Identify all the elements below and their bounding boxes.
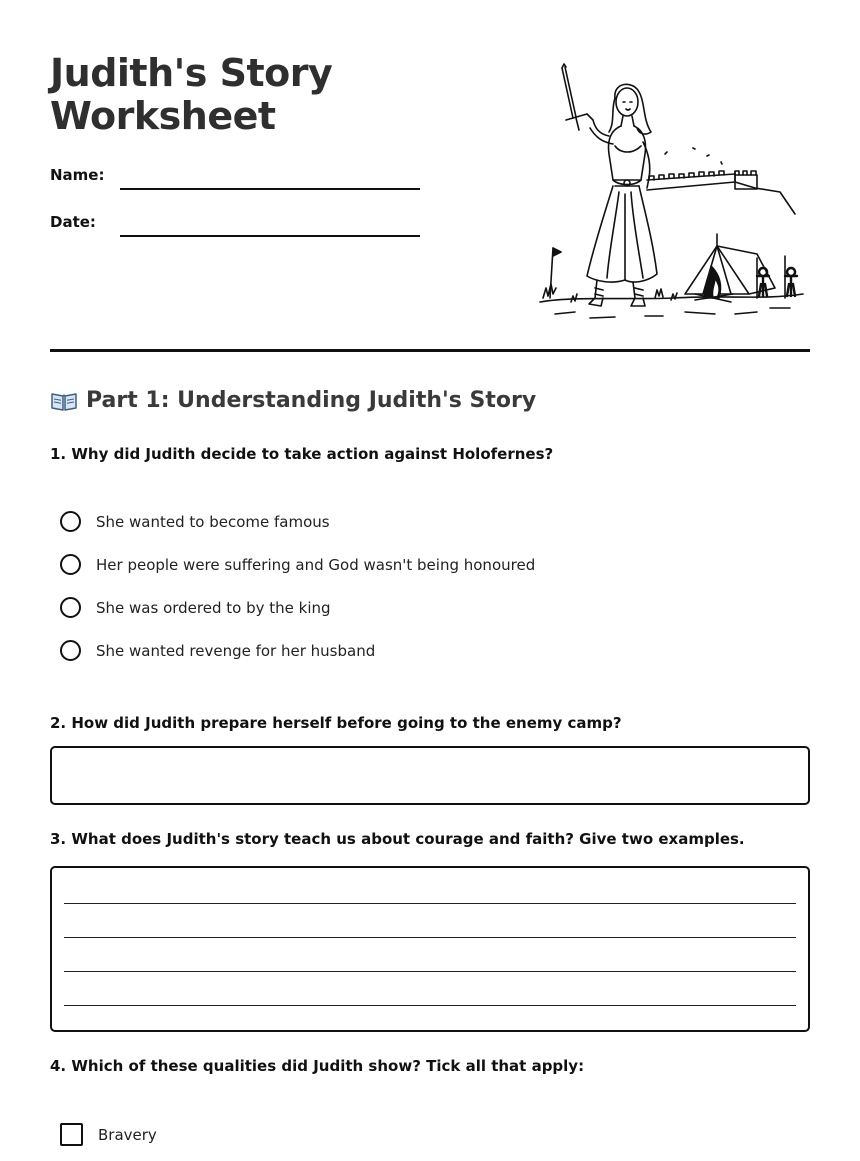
question-2: 2. How did Judith prepare herself before going to the enemy camp? xyxy=(50,714,622,732)
date-field[interactable] xyxy=(120,223,420,237)
radio-button[interactable] xyxy=(60,640,81,661)
option-label: Bravery xyxy=(98,1125,157,1144)
radio-button[interactable] xyxy=(60,511,81,532)
part1-heading xyxy=(50,388,536,413)
option-label: She wanted revenge for her husband xyxy=(96,641,376,660)
radio-button[interactable] xyxy=(60,554,81,575)
answer-line xyxy=(64,1005,796,1006)
q1-option-1[interactable] xyxy=(60,511,330,532)
judith-with-sword-illustration xyxy=(535,62,810,324)
checkbox[interactable] xyxy=(60,1123,83,1146)
answer-line xyxy=(64,903,796,904)
header-divider xyxy=(50,349,810,352)
q3-answer-field[interactable] xyxy=(50,866,810,1032)
open-book-icon xyxy=(50,390,78,412)
radio-button[interactable] xyxy=(60,597,81,618)
option-label: Her people were suffering and God wasn't being honoured xyxy=(96,555,536,574)
question-3: 3. What does Judith's story teach us about courage and faith? Give two examples. xyxy=(50,830,745,848)
q1-option-2[interactable] xyxy=(60,554,535,575)
question-4: 4. Which of these qualities did Judith show? Tick all that apply: xyxy=(50,1057,585,1075)
answer-line xyxy=(64,971,796,972)
date-label: Date: xyxy=(50,213,96,231)
part1-title: Part 1: Understanding Judith's Story xyxy=(86,388,537,413)
q4-option-bravery[interactable] xyxy=(60,1123,157,1146)
q2-answer-field[interactable] xyxy=(50,746,810,805)
page-title: Judith's Story Worksheet xyxy=(50,51,333,138)
option-label: She was ordered to by the king xyxy=(96,598,331,617)
name-field[interactable] xyxy=(120,176,420,190)
q1-option-4[interactable] xyxy=(60,640,375,661)
question-1: 1. Why did Judith decide to take action against Holofernes? xyxy=(50,445,554,463)
option-label: She wanted to become famous xyxy=(96,512,330,531)
q1-option-3[interactable] xyxy=(60,597,331,618)
name-label: Name: xyxy=(50,166,105,184)
answer-line xyxy=(64,937,796,938)
